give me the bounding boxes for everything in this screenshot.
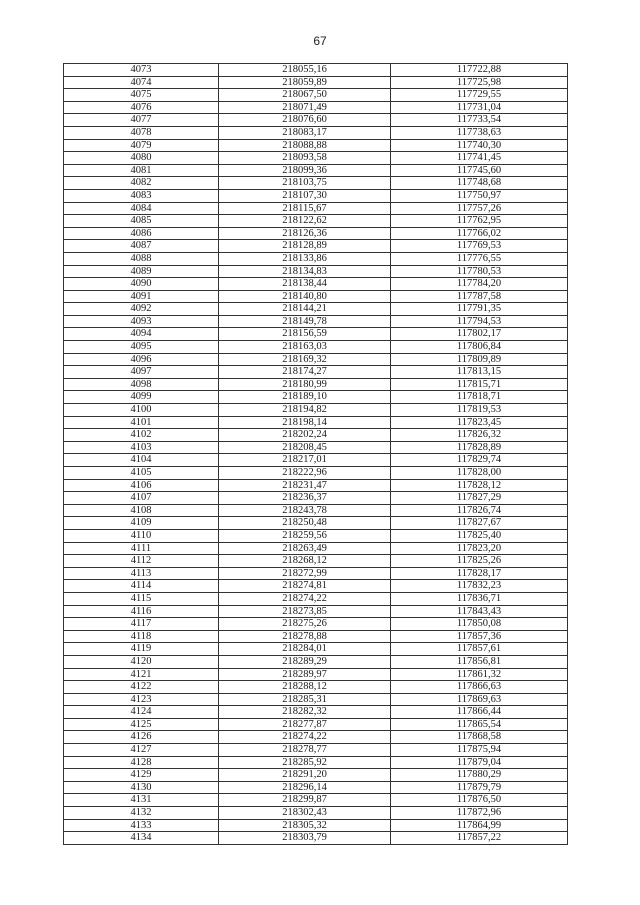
x-coordinate-cell: 218236,37 [219,492,391,505]
point-number-cell: 4119 [64,643,219,656]
x-coordinate-cell: 218302,43 [219,807,391,820]
x-coordinate-cell: 218299,87 [219,794,391,807]
x-coordinate-cell: 218144,21 [219,303,391,316]
table-row [64,328,568,341]
y-coordinate-cell: 117826,74 [391,504,568,517]
point-number-cell: 4115 [64,592,219,605]
point-number-cell: 4093 [64,315,219,328]
point-number-cell: 4110 [64,529,219,542]
point-number-cell: 4128 [64,756,219,769]
y-coordinate-cell: 117762,95 [391,215,568,228]
table-row [64,529,568,542]
point-number-cell: 4112 [64,555,219,568]
x-coordinate-cell: 218285,31 [219,693,391,706]
y-coordinate-cell: 117780,53 [391,265,568,278]
x-coordinate-cell: 218202,24 [219,429,391,442]
point-number-cell: 4090 [64,278,219,291]
x-coordinate-cell: 218277,87 [219,718,391,731]
x-coordinate-cell: 218140,80 [219,290,391,303]
table-row [64,718,568,731]
point-number-cell: 4105 [64,467,219,480]
table-row [64,215,568,228]
point-number-cell: 4122 [64,681,219,694]
point-number-cell: 4121 [64,668,219,681]
x-coordinate-cell: 218163,03 [219,341,391,354]
point-number-cell: 4097 [64,366,219,379]
table-row [64,265,568,278]
point-number-cell: 4076 [64,101,219,114]
point-number-cell: 4130 [64,781,219,794]
y-coordinate-cell: 117823,20 [391,542,568,555]
y-coordinate-cell: 117857,22 [391,832,568,845]
x-coordinate-cell: 218071,49 [219,101,391,114]
y-coordinate-cell: 117794,53 [391,315,568,328]
x-coordinate-cell: 218222,96 [219,467,391,480]
x-coordinate-cell: 218194,82 [219,404,391,417]
table-row [64,303,568,316]
y-coordinate-cell: 117745,60 [391,164,568,177]
y-coordinate-cell: 117826,32 [391,429,568,442]
point-number-cell: 4080 [64,152,219,165]
x-coordinate-cell: 218055,16 [219,64,391,77]
table-row [64,819,568,832]
point-number-cell: 4095 [64,341,219,354]
point-number-cell: 4104 [64,454,219,467]
x-coordinate-cell: 218250,48 [219,517,391,530]
y-coordinate-cell: 117787,58 [391,290,568,303]
y-coordinate-cell: 117843,43 [391,605,568,618]
point-number-cell: 4083 [64,189,219,202]
y-coordinate-cell: 117733,54 [391,114,568,127]
y-coordinate-cell: 117748,68 [391,177,568,190]
y-coordinate-cell: 117827,67 [391,517,568,530]
table-row [64,290,568,303]
x-coordinate-cell: 218274,22 [219,731,391,744]
table-row [64,655,568,668]
table-row [64,542,568,555]
y-coordinate-cell: 117829,74 [391,454,568,467]
point-number-cell: 4074 [64,76,219,89]
y-coordinate-cell: 117864,99 [391,819,568,832]
point-number-cell: 4096 [64,353,219,366]
point-number-cell: 4073 [64,64,219,77]
table-row [64,794,568,807]
point-number-cell: 4106 [64,479,219,492]
table-row [64,189,568,202]
table-row [64,252,568,265]
point-number-cell: 4078 [64,126,219,139]
y-coordinate-cell: 117879,79 [391,781,568,794]
point-number-cell: 4132 [64,807,219,820]
x-coordinate-cell: 218278,88 [219,630,391,643]
x-coordinate-cell: 218076,60 [219,114,391,127]
table-row [64,668,568,681]
point-number-cell: 4099 [64,391,219,404]
point-number-cell: 4133 [64,819,219,832]
y-coordinate-cell: 117731,04 [391,101,568,114]
point-number-cell: 4123 [64,693,219,706]
table-row [64,366,568,379]
table-row [64,681,568,694]
y-coordinate-cell: 117866,44 [391,706,568,719]
table-row [64,492,568,505]
table-row [64,378,568,391]
table-row [64,731,568,744]
y-coordinate-cell: 117828,17 [391,567,568,580]
y-coordinate-cell: 117828,12 [391,479,568,492]
table-row [64,227,568,240]
x-coordinate-cell: 218217,01 [219,454,391,467]
x-coordinate-cell: 218099,36 [219,164,391,177]
y-coordinate-cell: 117876,50 [391,794,568,807]
table-row [64,744,568,757]
x-coordinate-cell: 218296,14 [219,781,391,794]
point-number-cell: 4086 [64,227,219,240]
table-row [64,643,568,656]
y-coordinate-cell: 117828,89 [391,441,568,454]
point-number-cell: 4111 [64,542,219,555]
x-coordinate-cell: 218275,26 [219,618,391,631]
table-row [64,164,568,177]
x-coordinate-cell: 218088,88 [219,139,391,152]
x-coordinate-cell: 218208,45 [219,441,391,454]
point-number-cell: 4098 [64,378,219,391]
y-coordinate-cell: 117766,02 [391,227,568,240]
point-number-cell: 4120 [64,655,219,668]
x-coordinate-cell: 218122,62 [219,215,391,228]
point-number-cell: 4081 [64,164,219,177]
table-row [64,504,568,517]
x-coordinate-cell: 218126,36 [219,227,391,240]
table-row [64,429,568,442]
point-number-cell: 4102 [64,429,219,442]
table-row [64,630,568,643]
table-row [64,341,568,354]
table-row [64,517,568,530]
point-number-cell: 4129 [64,769,219,782]
x-coordinate-cell: 218093,58 [219,152,391,165]
y-coordinate-cell: 117738,63 [391,126,568,139]
table-row [64,64,568,77]
coordinates-table [63,63,568,845]
table-row [64,555,568,568]
point-number-cell: 4092 [64,303,219,316]
x-coordinate-cell: 218289,29 [219,655,391,668]
table-row [64,693,568,706]
point-number-cell: 4088 [64,252,219,265]
x-coordinate-cell: 218180,99 [219,378,391,391]
x-coordinate-cell: 218067,50 [219,89,391,102]
table-row [64,139,568,152]
table-row [64,126,568,139]
y-coordinate-cell: 117825,26 [391,555,568,568]
x-coordinate-cell: 218274,81 [219,580,391,593]
table-row [64,202,568,215]
y-coordinate-cell: 117806,84 [391,341,568,354]
table-row [64,177,568,190]
table-row [64,567,568,580]
y-coordinate-cell: 117865,54 [391,718,568,731]
table-row [64,315,568,328]
y-coordinate-cell: 117791,35 [391,303,568,316]
table-row [64,353,568,366]
point-number-cell: 4075 [64,89,219,102]
table-row [64,278,568,291]
point-number-cell: 4131 [64,794,219,807]
point-number-cell: 4125 [64,718,219,731]
table-row [64,832,568,845]
y-coordinate-cell: 117879,04 [391,756,568,769]
table-row [64,152,568,165]
x-coordinate-cell: 218115,67 [219,202,391,215]
y-coordinate-cell: 117861,32 [391,668,568,681]
y-coordinate-cell: 117722,88 [391,64,568,77]
y-coordinate-cell: 117741,45 [391,152,568,165]
point-number-cell: 4094 [64,328,219,341]
x-coordinate-cell: 218289,97 [219,668,391,681]
y-coordinate-cell: 117784,20 [391,278,568,291]
x-coordinate-cell: 218231,47 [219,479,391,492]
x-coordinate-cell: 218128,89 [219,240,391,253]
table-row [64,441,568,454]
x-coordinate-cell: 218268,12 [219,555,391,568]
point-number-cell: 4117 [64,618,219,631]
point-number-cell: 4114 [64,580,219,593]
point-number-cell: 4103 [64,441,219,454]
point-number-cell: 4124 [64,706,219,719]
point-number-cell: 4134 [64,832,219,845]
y-coordinate-cell: 117809,89 [391,353,568,366]
x-coordinate-cell: 218288,12 [219,681,391,694]
x-coordinate-cell: 218291,20 [219,769,391,782]
x-coordinate-cell: 218133,86 [219,252,391,265]
y-coordinate-cell: 117769,53 [391,240,568,253]
x-coordinate-cell: 218174,27 [219,366,391,379]
table-row [64,769,568,782]
y-coordinate-cell: 117866,63 [391,681,568,694]
table-row [64,240,568,253]
y-coordinate-cell: 117757,26 [391,202,568,215]
y-coordinate-cell: 117850,08 [391,618,568,631]
table-row [64,416,568,429]
x-coordinate-cell: 218107,30 [219,189,391,202]
x-coordinate-cell: 218189,10 [219,391,391,404]
point-number-cell: 4079 [64,139,219,152]
table-row [64,454,568,467]
table-row [64,807,568,820]
y-coordinate-cell: 117869,63 [391,693,568,706]
point-number-cell: 4082 [64,177,219,190]
table-row [64,592,568,605]
y-coordinate-cell: 117856,81 [391,655,568,668]
point-number-cell: 4118 [64,630,219,643]
table-row [64,479,568,492]
point-number-cell: 4085 [64,215,219,228]
point-number-cell: 4100 [64,404,219,417]
x-coordinate-cell: 218138,44 [219,278,391,291]
x-coordinate-cell: 218305,32 [219,819,391,832]
table-row [64,404,568,417]
y-coordinate-cell: 117836,71 [391,592,568,605]
y-coordinate-cell: 117825,40 [391,529,568,542]
y-coordinate-cell: 117857,36 [391,630,568,643]
y-coordinate-cell: 117750,97 [391,189,568,202]
x-coordinate-cell: 218284,01 [219,643,391,656]
x-coordinate-cell: 218285,92 [219,756,391,769]
y-coordinate-cell: 117828,00 [391,467,568,480]
x-coordinate-cell: 218274,22 [219,592,391,605]
point-number-cell: 4127 [64,744,219,757]
x-coordinate-cell: 218263,49 [219,542,391,555]
x-coordinate-cell: 218149,78 [219,315,391,328]
x-coordinate-cell: 218103,75 [219,177,391,190]
y-coordinate-cell: 117880,29 [391,769,568,782]
y-coordinate-cell: 117823,45 [391,416,568,429]
x-coordinate-cell: 218278,77 [219,744,391,757]
y-coordinate-cell: 117740,30 [391,139,568,152]
table-row [64,76,568,89]
y-coordinate-cell: 117813,15 [391,366,568,379]
page-number: 67 [313,34,327,48]
x-coordinate-cell: 218083,17 [219,126,391,139]
y-coordinate-cell: 117818,71 [391,391,568,404]
x-coordinate-cell: 218134,83 [219,265,391,278]
point-number-cell: 4109 [64,517,219,530]
point-number-cell: 4084 [64,202,219,215]
y-coordinate-cell: 117868,58 [391,731,568,744]
coordinates-table-body [64,64,568,845]
y-coordinate-cell: 117819,53 [391,404,568,417]
table-row [64,580,568,593]
point-number-cell: 4116 [64,605,219,618]
y-coordinate-cell: 117729,55 [391,89,568,102]
x-coordinate-cell: 218243,78 [219,504,391,517]
x-coordinate-cell: 218156,59 [219,328,391,341]
x-coordinate-cell: 218273,85 [219,605,391,618]
y-coordinate-cell: 117832,23 [391,580,568,593]
x-coordinate-cell: 218169,32 [219,353,391,366]
y-coordinate-cell: 117872,96 [391,807,568,820]
point-number-cell: 4101 [64,416,219,429]
y-coordinate-cell: 117827,29 [391,492,568,505]
y-coordinate-cell: 117725,98 [391,76,568,89]
point-number-cell: 4089 [64,265,219,278]
table-row [64,101,568,114]
y-coordinate-cell: 117776,55 [391,252,568,265]
table-row [64,391,568,404]
point-number-cell: 4091 [64,290,219,303]
point-number-cell: 4108 [64,504,219,517]
x-coordinate-cell: 218059,89 [219,76,391,89]
table-row [64,756,568,769]
point-number-cell: 4126 [64,731,219,744]
table-row [64,467,568,480]
x-coordinate-cell: 218259,56 [219,529,391,542]
x-coordinate-cell: 218303,79 [219,832,391,845]
point-number-cell: 4107 [64,492,219,505]
table-row [64,605,568,618]
table-row [64,114,568,127]
y-coordinate-cell: 117875,94 [391,744,568,757]
x-coordinate-cell: 218282,32 [219,706,391,719]
x-coordinate-cell: 218198,14 [219,416,391,429]
point-number-cell: 4087 [64,240,219,253]
x-coordinate-cell: 218272,99 [219,567,391,580]
y-coordinate-cell: 117815,71 [391,378,568,391]
point-number-cell: 4113 [64,567,219,580]
y-coordinate-cell: 117857,61 [391,643,568,656]
table-row [64,706,568,719]
point-number-cell: 4077 [64,114,219,127]
y-coordinate-cell: 117802,17 [391,328,568,341]
table-row [64,89,568,102]
table-row [64,781,568,794]
table-row [64,618,568,631]
